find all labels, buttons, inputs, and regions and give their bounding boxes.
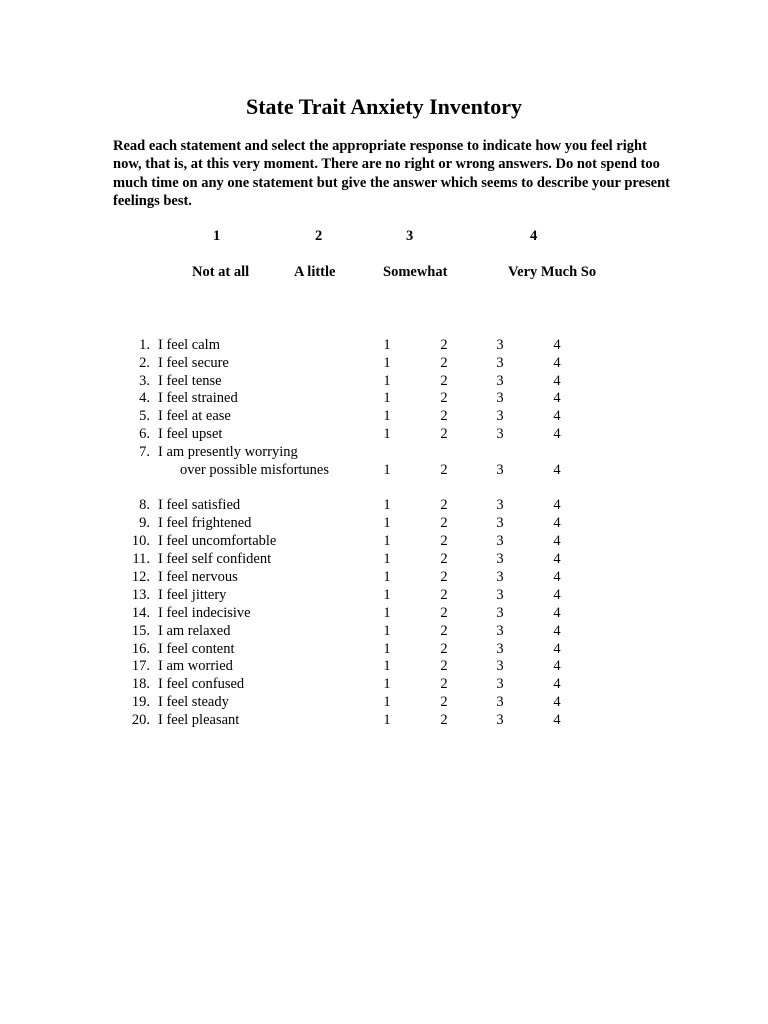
scale-number-4: 4 (530, 228, 538, 244)
item-number: 4. (139, 390, 150, 406)
item-statement: I feel satisfied (158, 497, 241, 513)
page-title: State Trait Anxiety Inventory (246, 94, 522, 119)
item-statement: I am worried (158, 658, 233, 674)
item-number: 16. (131, 641, 150, 657)
response-option-3[interactable]: 3 (496, 694, 504, 710)
response-option-4[interactable]: 4 (553, 587, 561, 603)
response-option-3[interactable]: 3 (496, 533, 504, 549)
response-option-3[interactable]: 3 (496, 390, 504, 406)
response-option-1[interactable]: 1 (383, 497, 391, 513)
item-number: 13. (131, 587, 150, 603)
response-option-1[interactable]: 1 (383, 462, 391, 478)
item-statement: I am relaxed (158, 623, 231, 639)
response-option-1[interactable]: 1 (383, 587, 391, 603)
item-statement-continuation: over possible misfortunes (180, 462, 330, 478)
response-option-2[interactable]: 2 (440, 408, 448, 424)
response-option-1[interactable]: 1 (383, 337, 391, 353)
scale-number-1: 1 (213, 228, 221, 244)
item-number: 17. (131, 658, 150, 674)
response-option-1[interactable]: 1 (383, 355, 391, 371)
response-option-2[interactable]: 2 (440, 390, 448, 406)
item-number: 9. (139, 515, 150, 531)
response-option-4[interactable]: 4 (553, 623, 561, 639)
response-option-2[interactable]: 2 (440, 533, 448, 549)
item-number: 20. (131, 712, 150, 728)
response-option-4[interactable]: 4 (553, 533, 561, 549)
response-option-3[interactable]: 3 (496, 426, 504, 442)
item-statement: I feel secure (158, 355, 229, 371)
response-option-3[interactable]: 3 (496, 551, 504, 567)
response-option-1[interactable]: 1 (383, 373, 391, 389)
response-option-2[interactable]: 2 (440, 355, 448, 371)
response-option-4[interactable]: 4 (553, 569, 561, 585)
response-option-1[interactable]: 1 (383, 533, 391, 549)
item-number: 2. (139, 355, 150, 371)
response-option-1[interactable]: 1 (383, 390, 391, 406)
response-option-4[interactable]: 4 (553, 462, 561, 478)
item-number: 1. (139, 337, 150, 353)
item-number: 7. (139, 444, 150, 460)
response-option-3[interactable]: 3 (496, 623, 504, 639)
item-number: 8. (139, 497, 150, 513)
response-option-1[interactable]: 1 (383, 712, 391, 728)
response-option-4[interactable]: 4 (553, 515, 561, 531)
scale-number-2: 2 (315, 228, 323, 244)
scale-number-3: 3 (406, 228, 414, 244)
item-statement: I feel upset (158, 426, 223, 442)
response-option-3[interactable]: 3 (496, 497, 504, 513)
response-option-4[interactable]: 4 (553, 712, 561, 728)
response-option-1[interactable]: 1 (383, 623, 391, 639)
response-option-3[interactable]: 3 (496, 408, 504, 424)
response-option-4[interactable]: 4 (553, 658, 561, 674)
item-statement: I feel indecisive (158, 605, 251, 621)
response-option-1[interactable]: 1 (383, 551, 391, 567)
item-statement: I feel self confident (158, 551, 272, 567)
response-option-3[interactable]: 3 (496, 587, 504, 603)
item-number: 15. (131, 623, 150, 639)
response-option-2[interactable]: 2 (440, 551, 448, 567)
response-option-4[interactable]: 4 (553, 676, 561, 692)
item-statement: I feel nervous (158, 569, 238, 585)
scale-label-2: A little (294, 264, 336, 280)
item-statement: I feel at ease (158, 408, 231, 424)
response-option-1[interactable]: 1 (383, 658, 391, 674)
response-option-3[interactable]: 3 (496, 515, 504, 531)
response-option-1[interactable]: 1 (383, 569, 391, 585)
response-option-2[interactable]: 2 (440, 497, 448, 513)
response-option-3[interactable]: 3 (496, 462, 504, 478)
item-statement: I feel confused (158, 676, 245, 692)
response-option-2[interactable]: 2 (440, 641, 448, 657)
item-number: 11. (132, 551, 150, 567)
item-number: 18. (131, 676, 150, 692)
response-option-3[interactable]: 3 (496, 337, 504, 353)
response-option-2[interactable]: 2 (440, 658, 448, 674)
item-number: 12. (131, 569, 150, 585)
response-option-2[interactable]: 2 (440, 462, 448, 478)
response-option-2[interactable]: 2 (440, 587, 448, 603)
response-option-1[interactable]: 1 (383, 676, 391, 692)
response-option-3[interactable]: 3 (496, 641, 504, 657)
response-option-2[interactable]: 2 (440, 515, 448, 531)
response-option-1[interactable]: 1 (383, 426, 391, 442)
response-option-1[interactable]: 1 (383, 694, 391, 710)
item-number: 19. (131, 694, 150, 710)
response-option-3[interactable]: 3 (496, 676, 504, 692)
response-option-4[interactable]: 4 (553, 551, 561, 567)
response-option-2[interactable]: 2 (440, 426, 448, 442)
response-option-2[interactable]: 2 (440, 694, 448, 710)
item-statement: I feel tense (158, 373, 222, 389)
item-number: 5. (139, 408, 150, 424)
response-option-3[interactable]: 3 (496, 569, 504, 585)
response-option-4[interactable]: 4 (553, 497, 561, 513)
item-number: 3. (139, 373, 150, 389)
response-option-3[interactable]: 3 (496, 605, 504, 621)
response-option-4[interactable]: 4 (553, 694, 561, 710)
response-option-2[interactable]: 2 (440, 569, 448, 585)
item-statement: I feel strained (158, 390, 238, 406)
response-option-2[interactable]: 2 (440, 623, 448, 639)
item-number: 6. (139, 426, 150, 442)
response-option-1[interactable]: 1 (383, 515, 391, 531)
response-option-2[interactable]: 2 (440, 373, 448, 389)
response-option-2[interactable]: 2 (440, 605, 448, 621)
response-option-4[interactable]: 4 (553, 408, 561, 424)
response-option-1[interactable]: 1 (383, 641, 391, 657)
response-option-4[interactable]: 4 (553, 355, 561, 371)
response-option-4[interactable]: 4 (553, 390, 561, 406)
response-option-4[interactable]: 4 (553, 605, 561, 621)
response-option-4[interactable]: 4 (553, 373, 561, 389)
scale-label-1: Not at all (192, 264, 250, 280)
scale-label-4: Very Much So (508, 264, 597, 280)
item-number: 10. (131, 533, 150, 549)
response-option-3[interactable]: 3 (496, 712, 504, 728)
item-statement: I feel steady (158, 694, 229, 710)
instructions-paragraph: Read each statement and select the appropriate response to indicate how you feel right now, that is, at this very moment. There are no right or wrong answers. Do not spend too much time on any one statement but give the answer which seems to describe your present feelings best. (113, 138, 671, 209)
item-number: 14. (131, 605, 150, 621)
response-option-4[interactable]: 4 (553, 641, 561, 657)
response-option-3[interactable]: 3 (496, 373, 504, 389)
response-option-3[interactable]: 3 (496, 658, 504, 674)
item-statement: I feel pleasant (158, 712, 240, 728)
item-statement: I feel jittery (158, 587, 227, 603)
scale-label-3: Somewhat (383, 264, 448, 280)
response-option-4[interactable]: 4 (553, 337, 561, 353)
response-option-2[interactable]: 2 (440, 676, 448, 692)
response-option-2[interactable]: 2 (440, 337, 448, 353)
item-statement: I feel calm (158, 337, 220, 353)
response-option-1[interactable]: 1 (383, 408, 391, 424)
response-option-4[interactable]: 4 (553, 426, 561, 442)
item-statement: I feel content (158, 641, 235, 657)
item-statement: I am presently worrying (158, 444, 298, 460)
response-option-1[interactable]: 1 (383, 605, 391, 621)
response-option-2[interactable]: 2 (440, 712, 448, 728)
item-statement: I feel uncomfortable (158, 533, 277, 549)
response-option-3[interactable]: 3 (496, 355, 504, 371)
item-statement: I feel frightened (158, 515, 252, 531)
